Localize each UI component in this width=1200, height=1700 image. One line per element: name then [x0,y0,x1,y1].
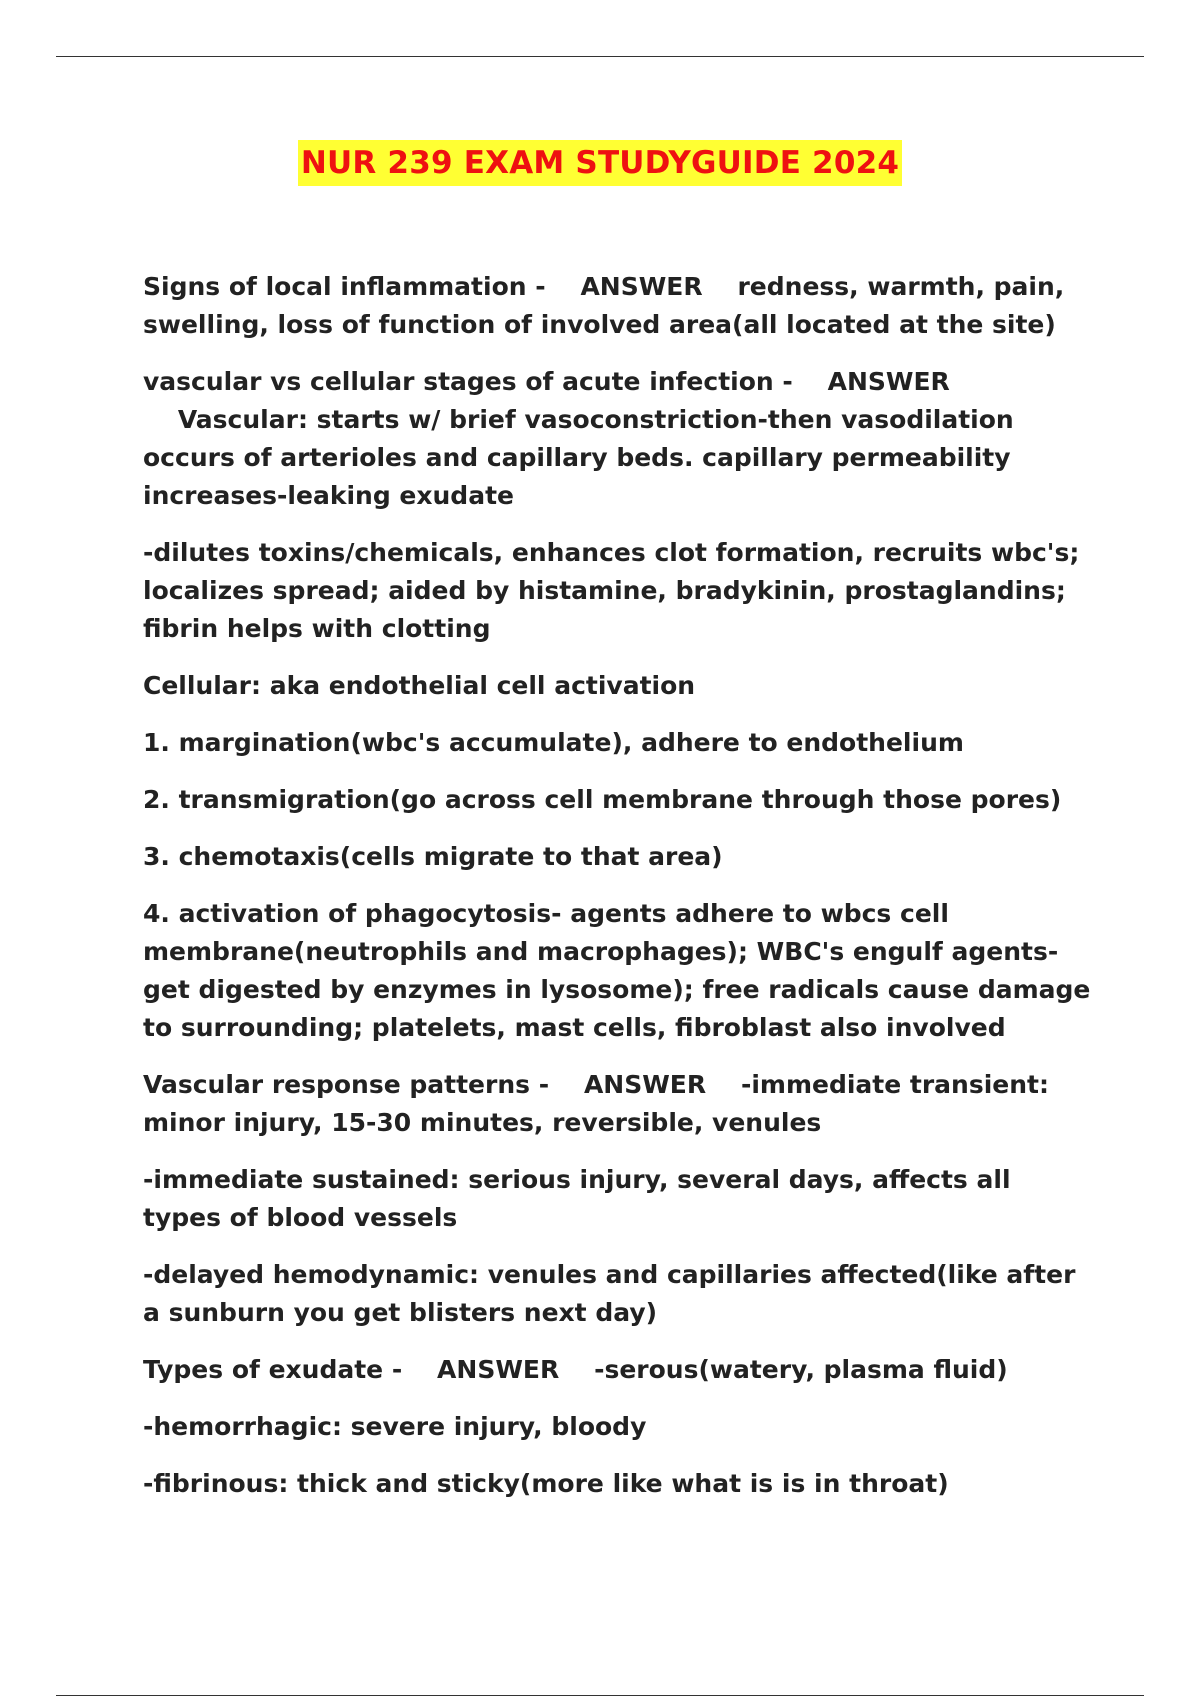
qa-paragraph [143,363,1093,515]
answer-text: Vascular: starts w/ brief vasoconstriction-then vasodilation occurs of arterioles and capillary beds. capillary permeability increases-leaking exudate [143,405,1014,510]
answer-label: ANSWER [437,1355,560,1384]
qa-paragraph [143,1351,1093,1389]
text-paragraph: -dilutes toxins/chemicals, enhances clot formation, recruits wbc's; localizes spread; aided by histamine, bradykinin, prostaglandins; fibrin helps with clotting [143,538,1080,643]
list-item: 4. activation of phagocytosis- agents adhere to wbcs cell membrane(neutrophils and macrophages); WBC's engulf agents-get digested by enzymes in lysosome); free radicals cause damage to surrounding; platelets, mast cells, fibroblast also involved [143,899,1091,1042]
answer-label: ANSWER [827,367,950,396]
qa-paragraph [143,1066,1093,1142]
answer-label: ANSWER [580,272,703,301]
text-paragraph: -immediate sustained: serious injury, several days, affects all types of blood vessels [143,1165,1011,1232]
question-text: Types of exudate - [143,1355,403,1384]
title-container [0,140,1200,186]
answer-text: -immediate transient: minor injury, 15-30 minutes, reversible, venules [143,1070,1049,1137]
answer-text: -serous(watery, plasma fluid) [594,1355,1008,1384]
list-item: 3. chemotaxis(cells migrate to that area) [143,842,723,871]
list-item: 2. transmigration(go across cell membrane through those pores) [143,785,1062,814]
text-paragraph: -fibrinous: thick and sticky(more like what is is in throat) [143,1469,949,1498]
document-title: NUR 239 EXAM STUDYGUIDE 2024 [298,140,902,186]
list-item: 1. margination(wbc's accumulate), adhere to endothelium [143,728,964,757]
answer-label: ANSWER [583,1070,707,1099]
top-rule [56,56,1144,57]
study-content [143,268,1093,1522]
question-text: Signs of local inflammation - [143,272,546,301]
text-paragraph: Cellular: aka endothelial cell activation [143,671,696,700]
question-text: Vascular response patterns - [143,1070,550,1099]
text-paragraph: -delayed hemodynamic: venules and capillaries affected(like after a sunburn you get blisters next day) [143,1260,1076,1327]
qa-paragraph [143,268,1093,344]
bottom-rule [56,1695,1144,1696]
question-text: vascular vs cellular stages of acute infection - [143,367,793,396]
answer-text: redness, warmth, pain, swelling, loss of function of involved area(all located at the site) [143,272,1065,339]
text-paragraph: -hemorrhagic: severe injury, bloody [143,1412,647,1441]
